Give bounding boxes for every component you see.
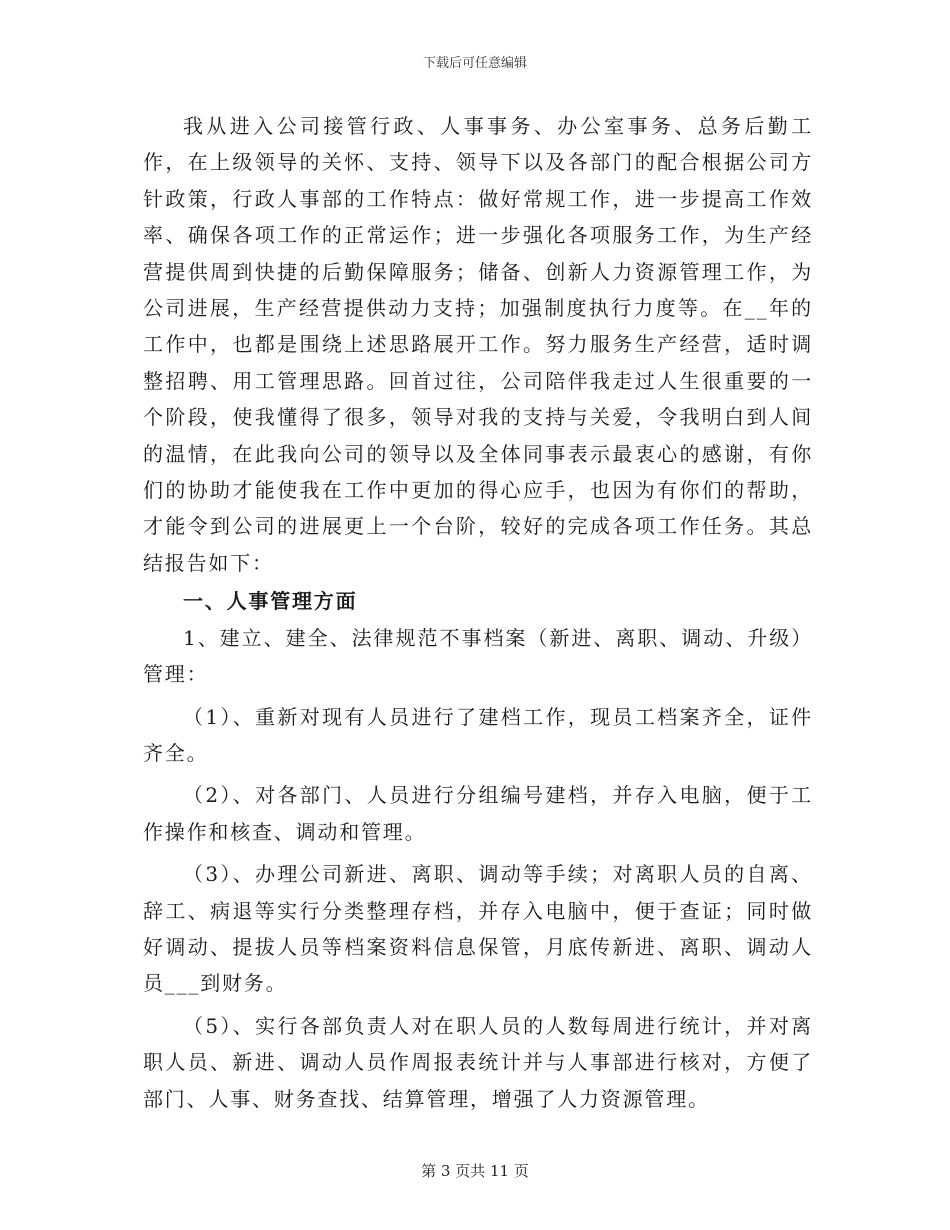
intro-paragraph: 我从进入公司接管行政、人事事务、办公室事务、总务后勤工作，在上级领导的关怀、支持、领导下以及各部门的配合根据公司方针政策，行政人事部的工作特点：做好常规工作，进一步提高工作效率、确保各项工作的正常运作；进一步强化各项服务工作，为生产经营提供周到快捷的后勤保障服务；储备、创新人力资源管理工作，为公司进展，生产经营提供动力支持；加强制度执行力度等。在__年的工作中，也都是围绕上述思路展开工作。努力服务生产经营，适时调整招聘、用工管理思路。回首过往，公司陪伴我走过人生很重要的一个阶段，使我懂得了很多，领导对我的支持与关爱，令我明白到人间的温情，在此我向公司的领导以及全体同事表示最衷心的感谢，有你们的协助才能使我在工作中更加的得心应手，也因为有你们的帮助，才能令到公司的进展更上一个台阶，较好的完成各项工作任务。其总结报告如下：	[143, 114, 813, 575]
sub-item: （5）、实行各部负责人对在职人员的人数每周进行统计，并对离职人员、新进、调动人员作周报表统计并与人事部进行核对，方便了部门、人事、财务查找、结算管理，增强了人力资源管理。	[143, 1013, 813, 1111]
section-heading: 一、人事管理方面	[183, 589, 358, 614]
sub-item: （3）、办理公司新进、离职、调动等手续；对离职人员的自离、辞工、病退等实行分类整理存档，并存入电脑中，便于查证；同时做好调动、提拔人员等档案资料信息保管，月底传新进、离职、调动人员___到财务。	[143, 862, 813, 996]
document-body	[143, 108, 813, 1123]
page-header: 下载后可任意编辑	[422, 56, 527, 71]
page-footer: 第 3 页共 11 页	[421, 1162, 529, 1180]
list-item: 1、建立、建全、法律规范不事档案（新进、离职、调动、升级）管理：	[143, 625, 813, 687]
sub-item: （1）、重新对现有人员进行了建档工作，现员工档案齐全，证件齐全。	[143, 704, 813, 765]
sub-item: （2）、对各部门、人员进行分组编号建档，并存入电脑，便于工作操作和核查、调动和管理。	[143, 783, 813, 844]
